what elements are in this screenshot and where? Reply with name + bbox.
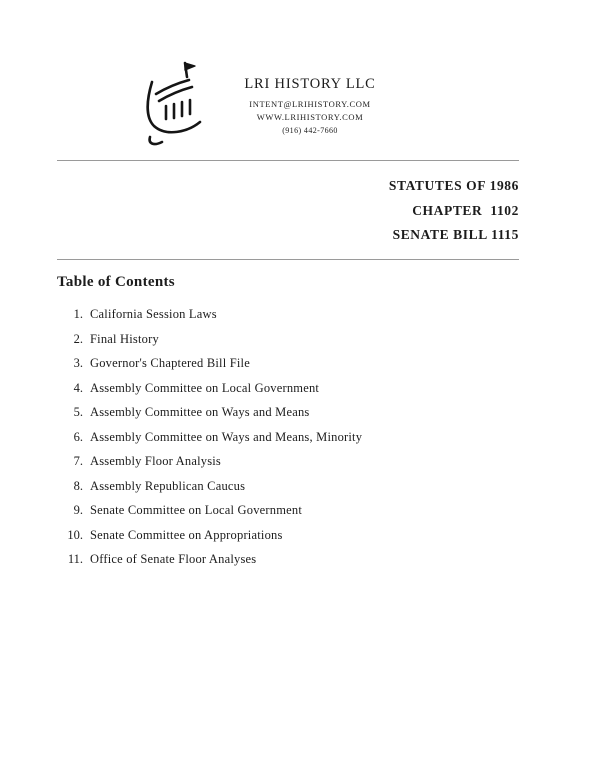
toc-item [57, 356, 527, 381]
divider-bottom [57, 259, 519, 260]
toc-item-number: 1. [73, 307, 83, 321]
toc-item-number: 3. [73, 356, 83, 370]
letterhead [205, 76, 415, 137]
senate-bill-line: SENATE BILL 1115 [392, 227, 519, 242]
phone-text: (916) 442-7660 [282, 126, 338, 135]
toc-item-number: 5. [73, 405, 83, 419]
toc-item-label: Assembly Committee on Local Government [90, 380, 320, 395]
email-text: INTENT@LRIHISTORY.COM [249, 99, 371, 109]
toc-item-label: Senate Committee on Appropriations [90, 527, 283, 542]
divider-top [57, 160, 519, 161]
toc-item-number: 11. [67, 552, 83, 566]
toc-title: Table of Contents [57, 274, 175, 290]
toc-item-label: California Session Laws [90, 307, 217, 321]
toc-item-label: Assembly Republican Caucus [90, 478, 246, 493]
toc-item-label: Governor's Chaptered Bill File [90, 356, 250, 370]
toc-item [57, 552, 527, 577]
toc-item-label: Final History [90, 331, 159, 346]
toc-item-number: 8. [73, 478, 83, 493]
toc-item [57, 479, 527, 504]
toc-item-number: 2. [73, 331, 83, 346]
toc-item-number: 10. [67, 527, 83, 542]
toc-item-label: Assembly Committee on Ways and Means [90, 405, 310, 419]
toc-item [57, 528, 527, 553]
chapter-line: CHAPTER 1102 [412, 202, 519, 218]
toc-item-label: Senate Committee on Local Government [90, 503, 303, 517]
company-name: LRI HISTORY LLC [244, 76, 376, 92]
toc-item [57, 405, 527, 430]
toc-item-label: Office of Senate Floor Analyses [90, 552, 257, 566]
toc-item [57, 430, 527, 455]
toc-item [57, 381, 527, 406]
toc-item-number: 4. [73, 380, 83, 395]
case-info-block [389, 174, 519, 248]
toc-item-number: 7. [73, 454, 83, 468]
toc-item [57, 307, 527, 332]
statutes-line: STATUTES OF 1986 [388, 178, 519, 193]
toc-list [57, 307, 527, 577]
toc-item-label: Assembly Floor Analysis [90, 454, 221, 468]
toc-item [57, 503, 527, 528]
toc-item-number: 9. [73, 503, 83, 517]
toc-item-label: Assembly Committee on Ways and Means, Minority [90, 429, 363, 444]
toc-item [57, 454, 527, 479]
toc-item-number: 6. [73, 429, 83, 444]
toc-item [57, 332, 527, 357]
website-text: WWW.LRIHISTORY.COM [256, 112, 364, 122]
